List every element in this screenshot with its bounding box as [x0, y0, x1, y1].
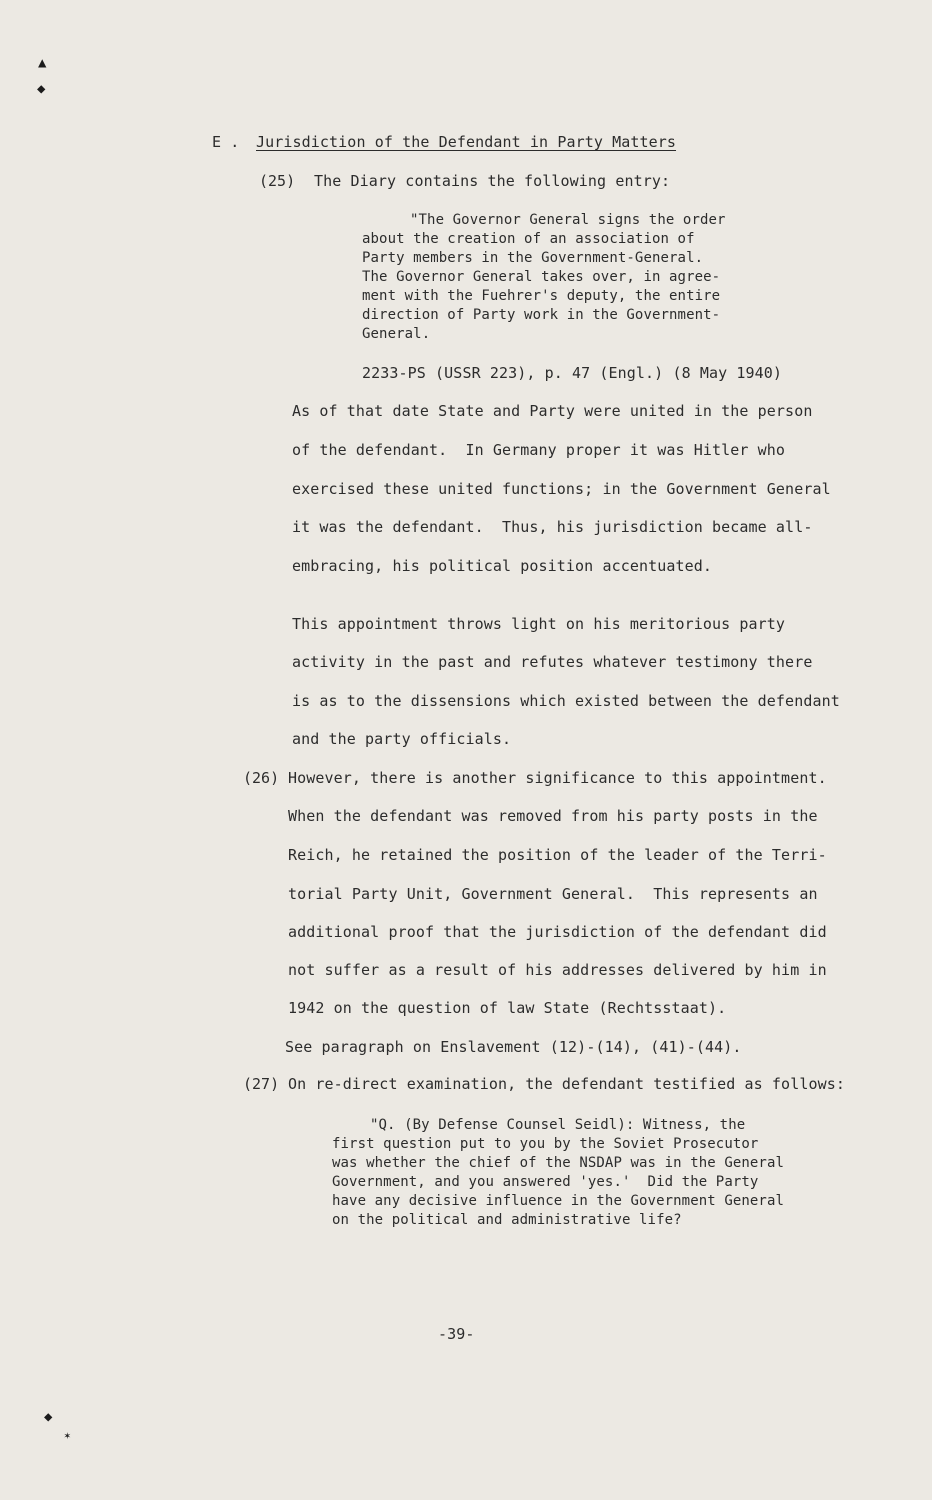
para25-quote-line: direction of Party work in the Government-	[362, 307, 721, 323]
para26-see-also: See paragraph on Enslavement (12)-(14), (41)-(44).	[285, 1038, 742, 1056]
para27-quote-line: Government, and you answered 'yes.' Did the Party	[332, 1174, 759, 1190]
para27-intro: On re-direct examination, the defendant testified as follows:	[288, 1075, 845, 1093]
para26-line: When the defendant was removed from his party posts in the	[288, 807, 818, 825]
para27-quote-line: "Q. (By Defense Counsel Seidl): Witness, the	[370, 1117, 746, 1133]
para25-quote-line: "The Governor General signs the order	[410, 212, 726, 228]
paragraph-number-27: (27)	[243, 1075, 280, 1093]
para27-quote-line: on the political and administrative life?	[332, 1212, 682, 1228]
para25-body-line: exercised these united functions; in the Government General	[292, 480, 831, 498]
section-letter: E .	[212, 133, 240, 151]
para26-line: not suffer as a result of his addresses delivered by him in	[288, 961, 827, 979]
binder-mark-bottom-2: ✶	[64, 1429, 71, 1442]
para26-line: However, there is another significance to this appointment.	[288, 769, 827, 787]
para26-line: additional proof that the jurisdiction of the defendant did	[288, 923, 827, 941]
para25-body-line: embracing, his political position accentuated.	[292, 557, 713, 575]
para26-line: torial Party Unit, Government General. This represents an	[288, 885, 818, 903]
para25-body-line: of the defendant. In Germany proper it was Hitler who	[292, 441, 786, 459]
para25-body-line: it was the defendant. Thus, his jurisdiction became all-	[292, 518, 813, 536]
paragraph-number-25: (25)	[259, 172, 296, 190]
para25-body-line: This appointment throws light on his meritorious party	[292, 615, 786, 633]
para26-line: 1942 on the question of law State (Rechtsstaat).	[288, 999, 727, 1017]
para27-quote-line: was whether the chief of the NSDAP was in the General	[332, 1155, 785, 1171]
section-title: Jurisdiction of the Defendant in Party Matters	[256, 133, 677, 151]
binder-mark-bottom-1: ◆	[44, 1409, 53, 1425]
para25-quote-line: about the creation of an association of	[362, 231, 695, 247]
page-number: -39-	[438, 1325, 475, 1343]
para25-quote-line: General.	[362, 326, 431, 342]
binder-mark-top-1: ▲	[38, 55, 47, 71]
para25-quote-line: The Governor General takes over, in agree-	[362, 269, 721, 285]
para25-quote-line: ment with the Fuehrer's deputy, the entire	[362, 288, 721, 304]
para25-quote-line: Party members in the Government-General.	[362, 250, 704, 266]
para26-line: Reich, he retained the position of the leader of the Terri-	[288, 846, 827, 864]
para25-body-line: activity in the past and refutes whatever testimony there	[292, 653, 813, 671]
para27-quote-line: have any decisive influence in the Government General	[332, 1193, 785, 1209]
para27-quote-line: first question put to you by the Soviet Prosecutor	[332, 1136, 759, 1152]
para25-intro: The Diary contains the following entry:	[314, 172, 671, 190]
paragraph-number-26: (26)	[243, 769, 280, 787]
para25-body-line: and the party officials.	[292, 730, 512, 748]
para25-body-line: is as to the dissensions which existed between the defendant	[292, 692, 840, 710]
para25-citation: 2233-PS (USSR 223), p. 47 (Engl.) (8 May 1940)	[362, 364, 783, 382]
para25-body-line: As of that date State and Party were united in the person	[292, 402, 813, 420]
binder-mark-top-2: ◆	[37, 81, 46, 97]
